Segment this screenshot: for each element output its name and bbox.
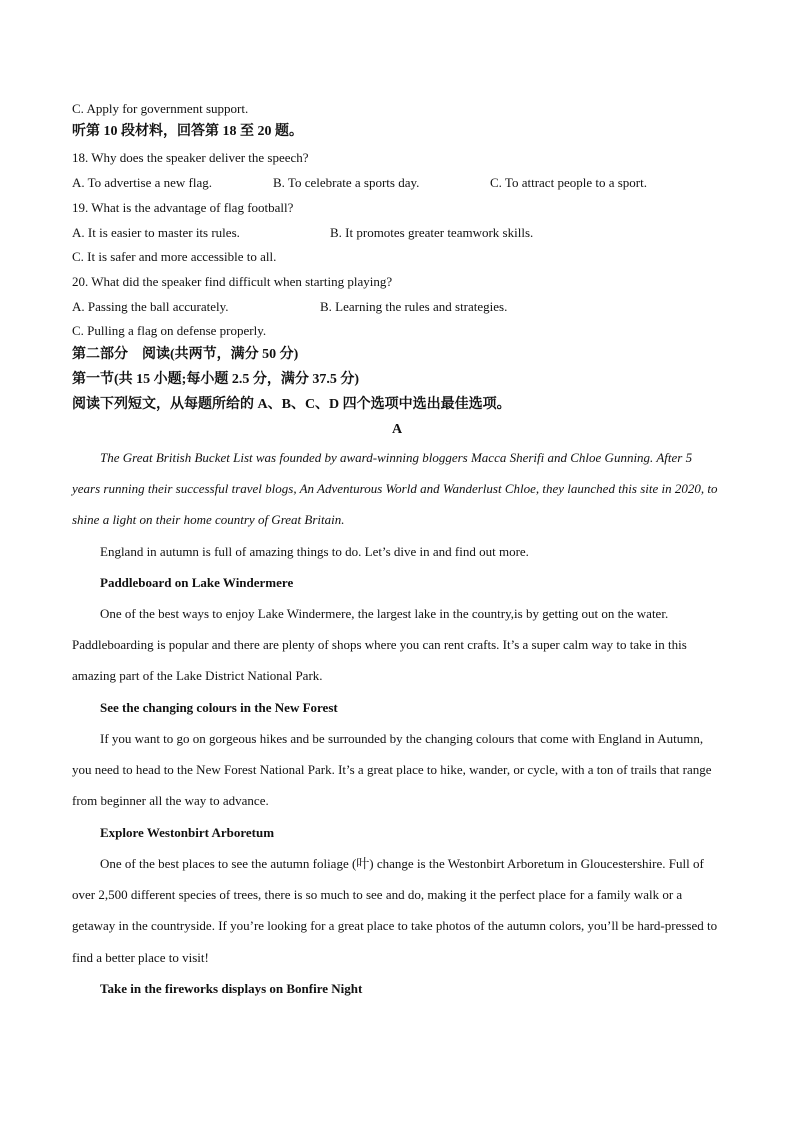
q18-option-b: B. To celebrate a sports day.: [273, 175, 420, 190]
reading-section-title: 第一节(共 15 小题;每小题 2.5 分，满分 37.5 分): [72, 372, 359, 387]
q20-option-b: B. Learning the rules and strategies.: [320, 299, 508, 314]
paragraph-new-forest: If you want to go on gorgeous hikes and be surrounded by the changing colours that come with England in Autumn, you need to head to the New Forest National Park. It’s a great place to hike, wander, or cycle, with a ton of trails that range from beginner all the way to advance.: [72, 731, 712, 809]
paragraph-paddleboard: One of the best ways to enjoy Lake Windermere, the largest lake in the country,is by getting out on the water. Paddleboarding is popular and there are plenty of shops where you can rent crafts. It’s a super calm way to take in this amazing part of the Lake District National Park.: [72, 606, 687, 684]
heading-westonbirt: Explore Westonbirt Arboretum: [100, 825, 275, 840]
q17-option-c: C. Apply for government support.: [72, 101, 249, 116]
passage-intro: The Great British Bucket List was founded by award-winning bloggers Macca Sherifi and Chloe Gunning. After 5 years running their successful travel blogs, An Adventurous World and Wanderlust Chloe, they launched this site in 2020, to shine a light on their home country of Great Britain.: [72, 450, 718, 528]
q19-option-a: A. It is easier to master its rules.: [72, 225, 240, 240]
q19-option-c: C. It is safer and more accessible to all.: [72, 249, 277, 264]
q18-question: 18. Why does the speaker deliver the speech?: [72, 150, 309, 165]
paragraph-westonbirt: One of the best places to see the autumn foliage (叶) change is the Westonbirt Arboretum in Gloucestershire. Full of over 2,500 different species of trees, there is so much to see and do, making it the perfect place for a family walk or a getaway in the countryside. If you’re looking for a great place to take photos of the autumn colors, you’ll be hard-pressed to find a better place to visit!: [72, 856, 718, 965]
passage-lead: England in autumn is full of amazing things to do. Let’s dive in and find out more.: [100, 544, 529, 559]
q20-question: 20. What did the speaker find difficult when starting playing?: [72, 274, 393, 289]
q18-option-a: A. To advertise a new flag.: [72, 175, 212, 190]
q18-option-c: C. To attract people to a sport.: [490, 175, 647, 190]
passage-label: A: [391, 422, 403, 437]
heading-new-forest: See the changing colours in the New Forest: [100, 700, 338, 715]
section-10-header: 听第 10 段材料，回答第 18 至 20 题。: [72, 124, 303, 139]
heading-bonfire-night: Take in the fireworks displays on Bonfire Night: [100, 981, 363, 996]
reading-part-title: 第二部分 阅读(共两节，满分 50 分): [72, 347, 299, 362]
heading-paddleboard: Paddleboard on Lake Windermere: [100, 575, 294, 590]
q20-option-c: C. Pulling a flag on defense properly.: [72, 323, 267, 338]
q19-option-b: B. It promotes greater teamwork skills.: [330, 225, 534, 240]
q20-option-a: A. Passing the ball accurately.: [72, 299, 229, 314]
reading-instructions: 阅读下列短文，从每题所给的 A、B、C、D 四个选项中选出最佳选项。: [72, 397, 511, 412]
q19-question: 19. What is the advantage of flag football?: [72, 200, 294, 215]
